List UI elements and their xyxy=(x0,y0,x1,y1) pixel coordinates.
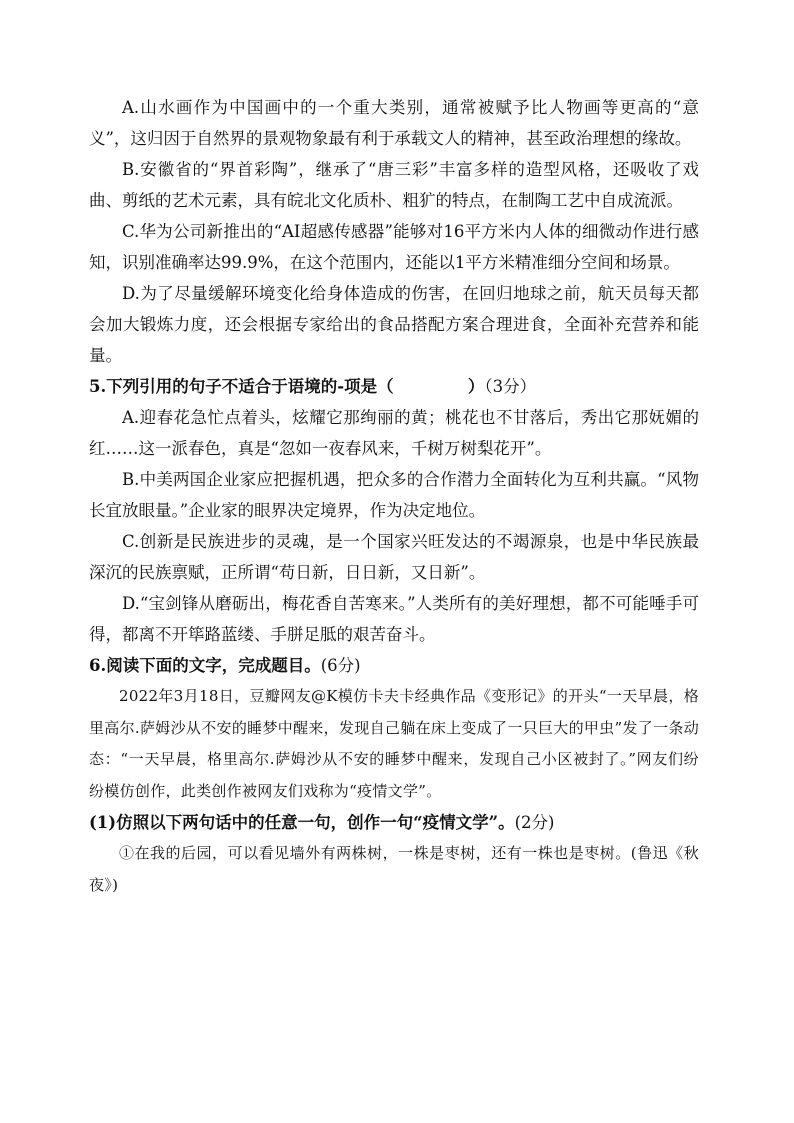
q4-option-c: C.华为公司新推出的“AI超感传感器”能够对16平方米内人体的细微动作进行感知，识别准确率达99.9%，在这个范围内，还能以1平方米精准细分空间和场景。 xyxy=(89,222,699,272)
q5-stem-close: ） xyxy=(467,377,485,396)
q5-option-a: A.迎春花急忙点着头，炫耀它那绚丽的黄；桃花也不甘落后，秀出它那妩媚的红……这一派春色，真是“忽如一夜春风来，千树万树梨花开”。 xyxy=(89,408,699,458)
q4-option-b: B.安徽省的“界首彩陶”，继承了“唐三彩”丰富多样的造型风格，还吸收了戏曲、剪纸的艺术元素，具有皖北文化质朴、粗犷的特点，在制陶工艺中自成流派。 xyxy=(89,160,699,210)
q6-stem xyxy=(89,650,699,681)
q5-stem xyxy=(89,371,699,402)
q6-example-1: ①在我的后园，可以看见墙外有两株树，一株是枣树，还有一株也是枣树。(鲁迅《秋夜》) xyxy=(89,844,699,894)
q5-option-d: D.“宝剑锋从磨砺出，梅花香自苦寒来。”人类所有的美好理想，都不可能唾手可得，都离不开筚路蓝缕、手胼足胝的艰苦奋斗。 xyxy=(89,594,699,644)
q5-points: （3分） xyxy=(484,377,537,396)
q6-sub1-points: (2分) xyxy=(514,813,555,832)
q4-option-a: A.山水画作为中国画中的一个重大类别，通常被赋予比人物画等更高的“意义”，这归因于自然界的景观物象最有利于承载文人的精神，甚至政治理想的缘故。 xyxy=(89,98,699,148)
q4-option-d: D.为了尽量缓解环境变化给身体造成的伤害，在回归地球之前，航天员每天都会加大锻炼力度，还会根据专家给出的食品搭配方案合理进食，全面补充营养和能量。 xyxy=(89,284,699,365)
q5-option-b: B.中美两国企业家应把握机遇，把众多的合作潜力全面转化为互利共赢。“风物长宜放眼量。”企业家的眼界决定境界，作为决定地位。 xyxy=(89,470,699,520)
q5-stem-text: 5.下列引用的句子不适合于语境的-项是（ xyxy=(89,377,394,396)
q6-sub1-text: (1)仿照以下两句话中的任意一句，创作一句“疫情文学”。 xyxy=(89,813,515,832)
page-content xyxy=(89,92,699,901)
q6-stem-text: 6.阅读下面的文字，完成题目。 xyxy=(89,656,321,675)
q6-points: (6分) xyxy=(320,656,361,675)
q6-sub1-stem xyxy=(89,807,699,838)
q6-passage: 2022年3月18日，豆瓣网友@K模仿卡夫卡经典作品《变形记》的开头“一天早晨，格里高尔.萨姆沙从不安的睡梦中醒来，发现自己躺在床上变成了一只巨大的甲虫”发了一条动态：“一天早晨，格里高尔.萨姆沙从不安的睡梦中醒来，发现自己小区被封了。”网友们纷纷模仿创作，此类创作被网友们戏称为“疫情文学”。 xyxy=(89,687,699,800)
q5-option-c: C.创新是民族进步的灵魂，是一个国家兴旺发达的不竭源泉，也是中华民族最深沉的民族禀赋，正所谓“苟日新，日日新，又日新”。 xyxy=(89,532,699,582)
